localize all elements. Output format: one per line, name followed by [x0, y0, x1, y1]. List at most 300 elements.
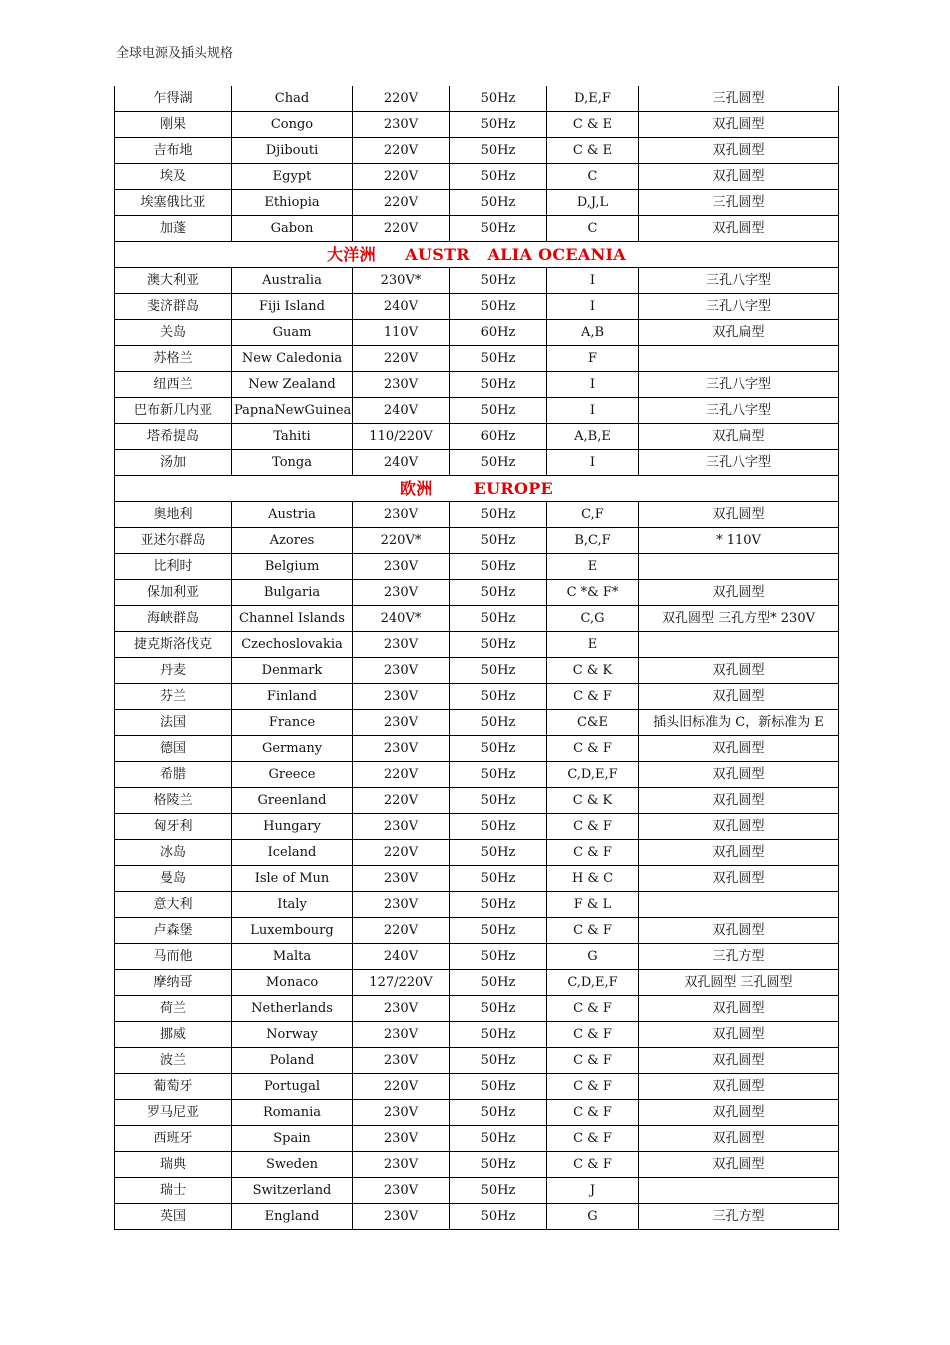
frequency-cell: 50Hz — [450, 1022, 547, 1048]
country-cn-cell: 捷克斯洛伐克 — [115, 632, 232, 658]
country-en-cell: Greece — [232, 762, 353, 788]
country-cn-cell: 格陵兰 — [115, 788, 232, 814]
table-row — [115, 606, 839, 632]
country-cn-cell: 关岛 — [115, 320, 232, 346]
country-cn-cell: 冰岛 — [115, 840, 232, 866]
voltage-cell: 230V — [353, 372, 450, 398]
plug-type-cell: B,C,F — [547, 528, 639, 554]
plug-type-cell: C & F — [547, 1022, 639, 1048]
country-cn-cell: 波兰 — [115, 1048, 232, 1074]
country-cn-cell: 曼岛 — [115, 866, 232, 892]
table-row — [115, 1100, 839, 1126]
country-cn-cell: 罗马尼亚 — [115, 1100, 232, 1126]
frequency-cell: 50Hz — [450, 554, 547, 580]
region-section-label: 欧洲 EUROPE — [399, 479, 554, 498]
country-cn-cell: 比利时 — [115, 554, 232, 580]
country-en-cell: Poland — [232, 1048, 353, 1074]
country-en-cell: Austria — [232, 502, 353, 528]
frequency-cell: 50Hz — [450, 372, 547, 398]
voltage-cell: 220V* — [353, 528, 450, 554]
voltage-cell: 240V — [353, 398, 450, 424]
power-plug-spec-table — [114, 86, 839, 1230]
table-row — [115, 1178, 839, 1204]
frequency-cell: 50Hz — [450, 502, 547, 528]
frequency-cell: 50Hz — [450, 268, 547, 294]
voltage-cell: 220V — [353, 164, 450, 190]
frequency-cell: 50Hz — [450, 1178, 547, 1204]
frequency-cell: 50Hz — [450, 1100, 547, 1126]
plug-note-cell: 双孔圆型 — [639, 814, 839, 840]
frequency-cell: 50Hz — [450, 1126, 547, 1152]
plug-type-cell: C & F — [547, 736, 639, 762]
country-en-cell: Luxembourg — [232, 918, 353, 944]
country-cn-cell: 西班牙 — [115, 1126, 232, 1152]
plug-type-cell: I — [547, 294, 639, 320]
plug-type-cell: D,J,L — [547, 190, 639, 216]
plug-note-cell: 三孔方型 — [639, 1204, 839, 1230]
country-en-cell: Hungary — [232, 814, 353, 840]
country-en-cell: Tahiti — [232, 424, 353, 450]
table-row — [115, 112, 839, 138]
plug-note-cell — [639, 892, 839, 918]
plug-note-cell: 双孔圆型 — [639, 112, 839, 138]
table-row — [115, 1204, 839, 1230]
plug-type-cell: I — [547, 398, 639, 424]
plug-note-cell: 双孔圆型 — [639, 996, 839, 1022]
frequency-cell: 50Hz — [450, 658, 547, 684]
country-cn-cell: 摩纳哥 — [115, 970, 232, 996]
plug-note-cell: 三孔八字型 — [639, 268, 839, 294]
plug-type-cell: C & F — [547, 840, 639, 866]
country-cn-cell: 保加利亚 — [115, 580, 232, 606]
plug-type-cell: C & F — [547, 1048, 639, 1074]
voltage-cell: 230V — [353, 1126, 450, 1152]
voltage-cell: 220V — [353, 346, 450, 372]
table-row — [115, 762, 839, 788]
table-row — [115, 736, 839, 762]
plug-note-cell: 双孔圆型 — [639, 580, 839, 606]
plug-type-cell: I — [547, 268, 639, 294]
table-row — [115, 320, 839, 346]
plug-note-cell: 双孔圆型 — [639, 1126, 839, 1152]
plug-note-cell: 双孔圆型 — [639, 736, 839, 762]
voltage-cell: 127/220V — [353, 970, 450, 996]
plug-type-cell: E — [547, 554, 639, 580]
plug-note-cell: 双孔圆型 — [639, 138, 839, 164]
country-cn-cell: 乍得湖 — [115, 86, 232, 112]
frequency-cell: 50Hz — [450, 580, 547, 606]
frequency-cell: 50Hz — [450, 996, 547, 1022]
frequency-cell: 50Hz — [450, 112, 547, 138]
table-row — [115, 164, 839, 190]
country-cn-cell: 海峡群岛 — [115, 606, 232, 632]
country-en-cell: Netherlands — [232, 996, 353, 1022]
plug-type-cell: C & F — [547, 996, 639, 1022]
table-row — [115, 294, 839, 320]
voltage-cell: 230V — [353, 1048, 450, 1074]
table-row — [115, 372, 839, 398]
country-cn-cell: 塔希提岛 — [115, 424, 232, 450]
plug-type-cell: H & C — [547, 866, 639, 892]
plug-note-cell: 三孔方型 — [639, 944, 839, 970]
plug-type-cell: G — [547, 944, 639, 970]
plug-note-cell: 双孔圆型 — [639, 164, 839, 190]
plug-note-cell: 插头旧标准为 C，新标准为 E — [639, 710, 839, 736]
country-en-cell: Congo — [232, 112, 353, 138]
plug-note-cell: 三孔八字型 — [639, 398, 839, 424]
country-en-cell: Bulgaria — [232, 580, 353, 606]
plug-note-cell: 双孔圆型 — [639, 866, 839, 892]
plug-type-cell: C,F — [547, 502, 639, 528]
voltage-cell: 230V — [353, 502, 450, 528]
country-en-cell: Channel Islands — [232, 606, 353, 632]
country-cn-cell: 丹麦 — [115, 658, 232, 684]
plug-type-cell: I — [547, 450, 639, 476]
plug-note-cell — [639, 346, 839, 372]
frequency-cell: 50Hz — [450, 814, 547, 840]
country-en-cell: PapnaNewGuinea — [232, 398, 353, 424]
country-en-cell: England — [232, 1204, 353, 1230]
voltage-cell: 240V — [353, 294, 450, 320]
voltage-cell: 230V — [353, 1178, 450, 1204]
plug-type-cell: F — [547, 346, 639, 372]
voltage-cell: 230V — [353, 554, 450, 580]
plug-type-cell: C & F — [547, 918, 639, 944]
plug-note-cell: 双孔圆型 — [639, 840, 839, 866]
table-row — [115, 1074, 839, 1100]
spec-table-body — [115, 86, 839, 1230]
table-row — [115, 1022, 839, 1048]
frequency-cell: 50Hz — [450, 840, 547, 866]
table-row — [115, 970, 839, 996]
plug-note-cell: 三孔圆型 — [639, 86, 839, 112]
frequency-cell: 50Hz — [450, 710, 547, 736]
voltage-cell: 230V — [353, 1152, 450, 1178]
country-en-cell: Iceland — [232, 840, 353, 866]
country-en-cell: Malta — [232, 944, 353, 970]
voltage-cell: 240V — [353, 944, 450, 970]
country-cn-cell: 法国 — [115, 710, 232, 736]
country-cn-cell: 匈牙利 — [115, 814, 232, 840]
section-header-row — [115, 476, 839, 502]
plug-type-cell: E — [547, 632, 639, 658]
country-en-cell: France — [232, 710, 353, 736]
region-section-title — [115, 242, 839, 268]
frequency-cell: 50Hz — [450, 216, 547, 242]
voltage-cell: 240V — [353, 450, 450, 476]
frequency-cell: 50Hz — [450, 1152, 547, 1178]
plug-type-cell: C,G — [547, 606, 639, 632]
plug-type-cell: A,B — [547, 320, 639, 346]
table-row — [115, 190, 839, 216]
voltage-cell: 230V — [353, 580, 450, 606]
plug-note-cell: 双孔圆型 三孔圆型 — [639, 970, 839, 996]
frequency-cell: 50Hz — [450, 398, 547, 424]
country-en-cell: Monaco — [232, 970, 353, 996]
voltage-cell: 230V — [353, 736, 450, 762]
plug-note-cell: 双孔圆型 — [639, 788, 839, 814]
frequency-cell: 50Hz — [450, 1204, 547, 1230]
country-en-cell: Chad — [232, 86, 353, 112]
country-cn-cell: 瑞典 — [115, 1152, 232, 1178]
country-en-cell: Tonga — [232, 450, 353, 476]
country-en-cell: Greenland — [232, 788, 353, 814]
country-en-cell: Gabon — [232, 216, 353, 242]
frequency-cell: 50Hz — [450, 892, 547, 918]
country-en-cell: Czechoslovakia — [232, 632, 353, 658]
frequency-cell: 50Hz — [450, 866, 547, 892]
voltage-cell: 230V — [353, 710, 450, 736]
table-row — [115, 580, 839, 606]
country-cn-cell: 卢森堡 — [115, 918, 232, 944]
voltage-cell: 230V — [353, 1100, 450, 1126]
country-cn-cell: 奥地利 — [115, 502, 232, 528]
table-row — [115, 710, 839, 736]
plug-type-cell: I — [547, 372, 639, 398]
voltage-cell: 220V — [353, 190, 450, 216]
country-cn-cell: 纽西兰 — [115, 372, 232, 398]
frequency-cell: 50Hz — [450, 762, 547, 788]
country-cn-cell: 刚果 — [115, 112, 232, 138]
region-section-title — [115, 476, 839, 502]
table-row — [115, 138, 839, 164]
country-cn-cell: 埃及 — [115, 164, 232, 190]
plug-note-cell: 三孔八字型 — [639, 372, 839, 398]
table-row — [115, 554, 839, 580]
voltage-cell: 220V — [353, 138, 450, 164]
voltage-cell: 220V — [353, 762, 450, 788]
plug-note-cell: 双孔圆型 — [639, 684, 839, 710]
plug-type-cell: J — [547, 1178, 639, 1204]
plug-note-cell: 双孔圆型 三孔方型* 230V — [639, 606, 839, 632]
voltage-cell: 110V — [353, 320, 450, 346]
country-cn-cell: 芬兰 — [115, 684, 232, 710]
frequency-cell: 60Hz — [450, 320, 547, 346]
voltage-cell: 230V — [353, 1204, 450, 1230]
plug-type-cell: C,D,E,F — [547, 970, 639, 996]
country-en-cell: Germany — [232, 736, 353, 762]
frequency-cell: 50Hz — [450, 164, 547, 190]
country-en-cell: New Caledonia — [232, 346, 353, 372]
plug-note-cell: 双孔圆型 — [639, 216, 839, 242]
table-row — [115, 632, 839, 658]
region-section-label: 大洋洲 AUSTR ALIA OCEANIA — [326, 245, 627, 264]
country-en-cell: Belgium — [232, 554, 353, 580]
table-row — [115, 840, 839, 866]
table-row — [115, 944, 839, 970]
frequency-cell: 50Hz — [450, 606, 547, 632]
country-en-cell: Djibouti — [232, 138, 353, 164]
frequency-cell: 50Hz — [450, 918, 547, 944]
frequency-cell: 50Hz — [450, 294, 547, 320]
plug-type-cell: C & K — [547, 788, 639, 814]
country-cn-cell: 马而他 — [115, 944, 232, 970]
country-en-cell: Australia — [232, 268, 353, 294]
country-en-cell: Azores — [232, 528, 353, 554]
voltage-cell: 230V — [353, 866, 450, 892]
country-en-cell: Switzerland — [232, 1178, 353, 1204]
frequency-cell: 50Hz — [450, 788, 547, 814]
frequency-cell: 50Hz — [450, 138, 547, 164]
country-cn-cell: 希腊 — [115, 762, 232, 788]
plug-type-cell: C & E — [547, 112, 639, 138]
voltage-cell: 230V — [353, 892, 450, 918]
table-row — [115, 814, 839, 840]
voltage-cell: 230V — [353, 684, 450, 710]
table-row — [115, 996, 839, 1022]
country-en-cell: Italy — [232, 892, 353, 918]
voltage-cell: 240V* — [353, 606, 450, 632]
country-en-cell: Spain — [232, 1126, 353, 1152]
plug-type-cell: C — [547, 164, 639, 190]
country-cn-cell: 亚述尔群岛 — [115, 528, 232, 554]
plug-type-cell: C & F — [547, 1126, 639, 1152]
table-row — [115, 216, 839, 242]
table-row — [115, 424, 839, 450]
plug-type-cell: C & F — [547, 814, 639, 840]
plug-note-cell: 双孔圆型 — [639, 762, 839, 788]
plug-note-cell — [639, 1178, 839, 1204]
country-cn-cell: 埃塞俄比亚 — [115, 190, 232, 216]
plug-note-cell: 三孔圆型 — [639, 190, 839, 216]
frequency-cell: 50Hz — [450, 346, 547, 372]
country-cn-cell: 瑞士 — [115, 1178, 232, 1204]
plug-type-cell: C & F — [547, 684, 639, 710]
country-cn-cell: 荷兰 — [115, 996, 232, 1022]
country-cn-cell: 吉布地 — [115, 138, 232, 164]
country-en-cell: Guam — [232, 320, 353, 346]
plug-type-cell: C,D,E,F — [547, 762, 639, 788]
voltage-cell: 220V — [353, 918, 450, 944]
country-cn-cell: 德国 — [115, 736, 232, 762]
table-row — [115, 398, 839, 424]
table-row — [115, 866, 839, 892]
plug-type-cell: G — [547, 1204, 639, 1230]
country-en-cell: Egypt — [232, 164, 353, 190]
country-en-cell: Denmark — [232, 658, 353, 684]
table-row — [115, 268, 839, 294]
plug-type-cell: C *& F* — [547, 580, 639, 606]
plug-type-cell: C & K — [547, 658, 639, 684]
plug-note-cell: 双孔圆型 — [639, 1074, 839, 1100]
table-row — [115, 1048, 839, 1074]
frequency-cell: 50Hz — [450, 86, 547, 112]
frequency-cell: 50Hz — [450, 684, 547, 710]
frequency-cell: 50Hz — [450, 190, 547, 216]
plug-note-cell: 三孔八字型 — [639, 294, 839, 320]
plug-note-cell: 双孔圆型 — [639, 502, 839, 528]
voltage-cell: 230V — [353, 658, 450, 684]
country-en-cell: Portugal — [232, 1074, 353, 1100]
country-cn-cell: 意大利 — [115, 892, 232, 918]
section-header-row — [115, 242, 839, 268]
plug-note-cell: 双孔圆型 — [639, 658, 839, 684]
frequency-cell: 60Hz — [450, 424, 547, 450]
country-en-cell: Finland — [232, 684, 353, 710]
frequency-cell: 50Hz — [450, 944, 547, 970]
frequency-cell: 50Hz — [450, 1048, 547, 1074]
country-cn-cell: 英国 — [115, 1204, 232, 1230]
table-row — [115, 918, 839, 944]
plug-type-cell: C & F — [547, 1152, 639, 1178]
plug-note-cell: 双孔圆型 — [639, 918, 839, 944]
country-en-cell: Norway — [232, 1022, 353, 1048]
plug-type-cell: C&E — [547, 710, 639, 736]
plug-note-cell: 双孔圆型 — [639, 1022, 839, 1048]
plug-note-cell — [639, 554, 839, 580]
plug-note-cell: 双孔扁型 — [639, 424, 839, 450]
country-cn-cell: 苏格兰 — [115, 346, 232, 372]
voltage-cell: 230V* — [353, 268, 450, 294]
frequency-cell: 50Hz — [450, 970, 547, 996]
table-row — [115, 86, 839, 112]
country-en-cell: Romania — [232, 1100, 353, 1126]
table-row — [115, 1152, 839, 1178]
country-en-cell: Ethiopia — [232, 190, 353, 216]
country-en-cell: Sweden — [232, 1152, 353, 1178]
country-cn-cell: 斐济群岛 — [115, 294, 232, 320]
voltage-cell: 220V — [353, 840, 450, 866]
plug-note-cell — [639, 632, 839, 658]
plug-type-cell: C & F — [547, 1074, 639, 1100]
country-cn-cell: 巴布新几内亚 — [115, 398, 232, 424]
plug-note-cell: 双孔圆型 — [639, 1100, 839, 1126]
table-row — [115, 346, 839, 372]
country-en-cell: Isle of Mun — [232, 866, 353, 892]
voltage-cell: 230V — [353, 1022, 450, 1048]
frequency-cell: 50Hz — [450, 528, 547, 554]
plug-type-cell: D,E,F — [547, 86, 639, 112]
table-row — [115, 528, 839, 554]
plug-note-cell: 双孔扁型 — [639, 320, 839, 346]
plug-type-cell: C & E — [547, 138, 639, 164]
country-cn-cell: 汤加 — [115, 450, 232, 476]
voltage-cell: 110/220V — [353, 424, 450, 450]
plug-type-cell: F & L — [547, 892, 639, 918]
country-cn-cell: 葡萄牙 — [115, 1074, 232, 1100]
frequency-cell: 50Hz — [450, 632, 547, 658]
country-en-cell: Fiji Island — [232, 294, 353, 320]
voltage-cell: 230V — [353, 996, 450, 1022]
country-cn-cell: 澳大利亚 — [115, 268, 232, 294]
page-header-title: 全球电源及插头规格 — [116, 46, 234, 61]
table-row — [115, 892, 839, 918]
plug-note-cell: * 110V — [639, 528, 839, 554]
table-row — [115, 450, 839, 476]
frequency-cell: 50Hz — [450, 736, 547, 762]
table-row — [115, 658, 839, 684]
plug-type-cell: C — [547, 216, 639, 242]
voltage-cell: 220V — [353, 788, 450, 814]
voltage-cell: 230V — [353, 814, 450, 840]
table-row — [115, 788, 839, 814]
table-row — [115, 502, 839, 528]
plug-note-cell: 双孔圆型 — [639, 1152, 839, 1178]
voltage-cell: 220V — [353, 86, 450, 112]
frequency-cell: 50Hz — [450, 450, 547, 476]
country-en-cell: New Zealand — [232, 372, 353, 398]
table-row — [115, 684, 839, 710]
plug-note-cell: 双孔圆型 — [639, 1048, 839, 1074]
plug-type-cell: A,B,E — [547, 424, 639, 450]
plug-note-cell: 三孔八字型 — [639, 450, 839, 476]
country-cn-cell: 挪威 — [115, 1022, 232, 1048]
voltage-cell: 230V — [353, 112, 450, 138]
table-row — [115, 1126, 839, 1152]
plug-type-cell: C & F — [547, 1100, 639, 1126]
frequency-cell: 50Hz — [450, 1074, 547, 1100]
voltage-cell: 220V — [353, 216, 450, 242]
